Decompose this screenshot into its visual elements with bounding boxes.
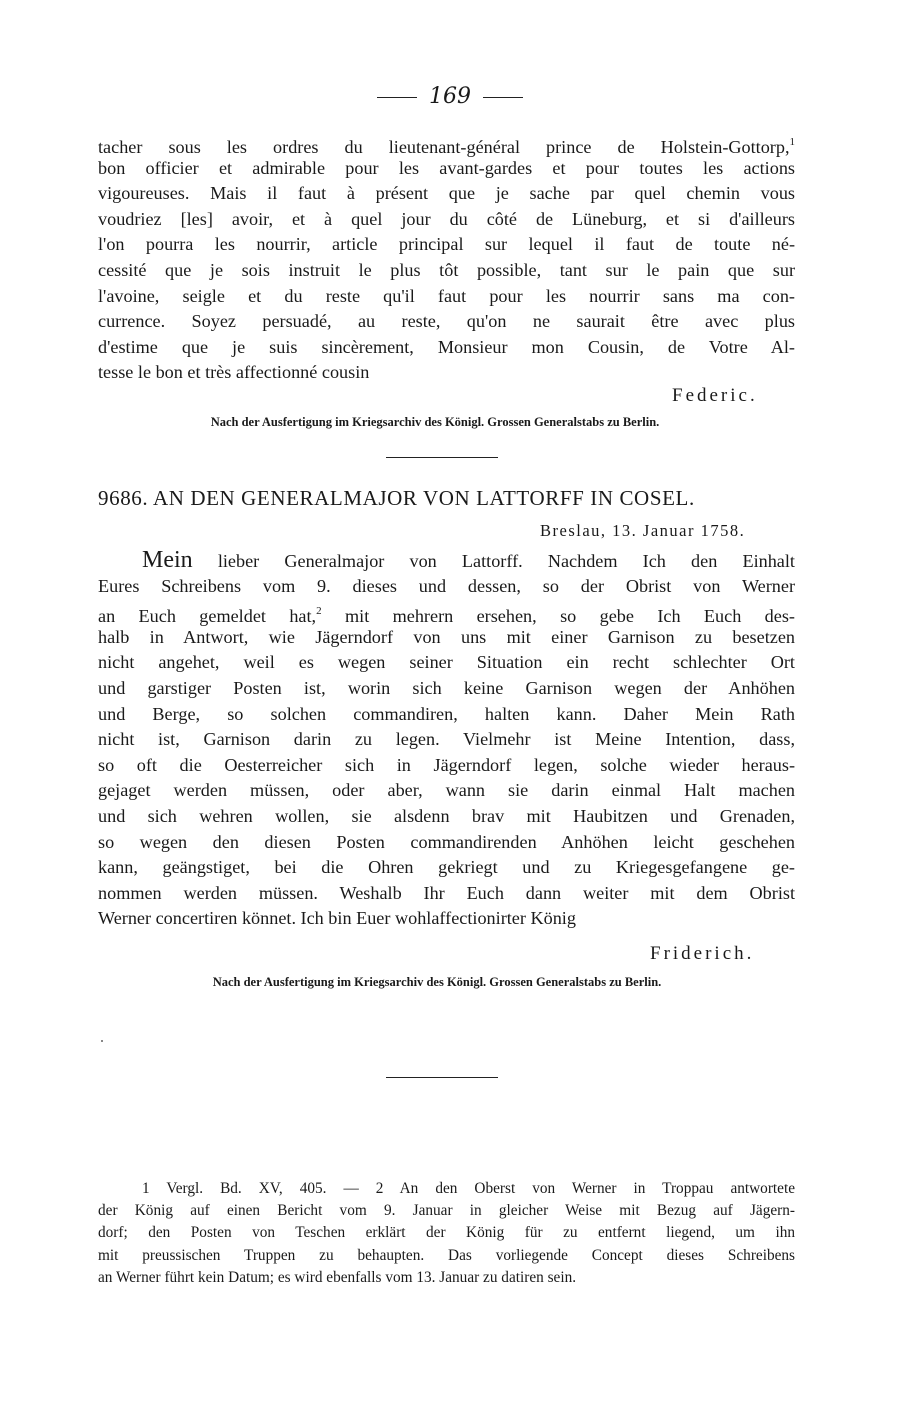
signature-friderich: Friderich. [650,943,755,964]
footnote-ref: 2 [316,605,322,618]
header-dash-left [377,97,417,98]
letter1-line: d'estime que je suis sincèrement, Monsieur mon Cousin, de Votre Al- [98,336,795,357]
header-dash-right [483,97,523,98]
letter1-line: cessité que je sois instruit le plus tôt possible, tant sur le pain que sur [98,259,795,280]
section-divider [386,457,498,458]
footnote-line: 1 Vergl. Bd. XV, 405. — 2 An den Oberst von Werner in Troppau antwortete [142,1180,795,1197]
letter2-line: und Berge, so solchen commandiren, halten kann. Daher Mein Rath [98,703,795,724]
source-note: Nach der Ausfertigung im Kriegsarchiv des Königl. Grossen Generalstabs zu Berlin. [212,975,662,989]
source-note: Nach der Ausfertigung im Kriegsarchiv des Königl. Grossen Generalstabs zu Berlin. [210,415,660,429]
footnote-line: mit preussischen Truppen zu behaupten. Das vorliegende Concept dieses Schreibens [98,1246,795,1264]
initial-word: Mein [142,547,193,573]
letter1-line: bon officier et admirable pour les avant-gardes et pour toutes les actions [98,157,795,178]
letter1-line: vigoureuses. Mais il faut à présent que je sache par quel chemin vous [98,183,795,204]
footnote-line: an Werner führt kein Datum; es wird ebenfalls vom 13. Januar zu datiren sein. [98,1268,577,1286]
letter2-line: nicht ist, Garnison darin zu legen. Vielmehr ist Meine Intention, dass, [98,729,795,750]
letter-heading: 9686. AN DEN GENERALMAJOR VON LATTORFF IN COSEL. [98,486,695,510]
letter2-line: halb in Antwort, wie Jägerndorf von uns mit einer Garnison zu besetzen [98,626,795,647]
footnote-divider [386,1077,498,1078]
footnote-line: der König auf einen Bericht vom 9. Januar in gleicher Weise mit Bezug auf Jägern- [98,1202,795,1220]
signature-federic: Federic. [672,385,758,406]
letter2-line: kann, geängstiget, bei die Ohren gekriegt und zu Kriegesgefangene ge- [98,857,795,878]
page-header [0,84,900,109]
letter1-line: tesse le bon et très affectionné cousin [98,362,370,383]
letter1-line: tacher sous les ordres du lieutenant-général prince de Holstein-Gottorp,$^1$ [98,136,795,157]
letter2-line: so wegen den diesen Posten commandirenden Anhöhen leicht geschehen [98,831,795,852]
dateline: Breslau, 13. Januar 1758. [540,521,746,540]
letter2-first-line: Mein lieber Generalmajor von Lattorff. Nachdem Ich den Einhalt [142,547,795,573]
letter2-line: Eures Schreibens vom 9. dieses und dessen, so der Obrist von Werner [98,575,795,596]
letter1-line: l'avoine, seigle et du reste qu'il faut pour les nourrir sans ma con- [98,285,795,306]
letter2-line: an Euch gemeldet hat,$^2$ mit mehrern ersehen, so gebe Ich Euch des- [98,605,795,627]
letter2-line: und sich wehren wollen, sie alsdenn brav mit Haubitzen und Grenaden, [98,805,795,826]
ink-speck [101,1040,103,1042]
letter2-line: Werner concertiren könnet. Ich bin Euer wohlaffectionirter König [98,908,576,929]
page-number: 169 [429,84,471,109]
letter2-line: nommen werden müssen. Weshalb Ihr Euch dann weiter mit dem Obrist [98,882,795,903]
letter2-line: nicht angehet, weil es wegen seiner Situation ein recht schlechter Ort [98,652,795,673]
footnotes [98,1178,795,1289]
letter2-body [98,548,795,932]
letter2-line: so oft die Oesterreicher sich in Jägerndorf legen, solche wieder heraus- [98,754,795,775]
footnote-ref: 1 [789,136,795,148]
letter2-line: und garstiger Posten ist, worin sich keine Garnison wegen der Anhöhen [98,677,795,698]
footnote-line: dorf; den Posten von Teschen erklärt der König für zu entfernt liegend, um ihn [98,1224,795,1242]
letter2-line: gejaget werden müssen, oder aber, wann sie darin einmal Halt machen [98,780,795,801]
letter1-body [98,130,795,386]
letter1-line: l'on pourra les nourrir, article principal sur lequel il faut de toute né- [98,234,795,255]
letter1-line: currence. Soyez persuadé, au reste, qu'on ne saurait être avec plus [98,311,795,332]
letter1-line: voudriez [les] avoir, et à quel jour du côté de Lüneburg, et si d'ailleurs [98,208,795,229]
